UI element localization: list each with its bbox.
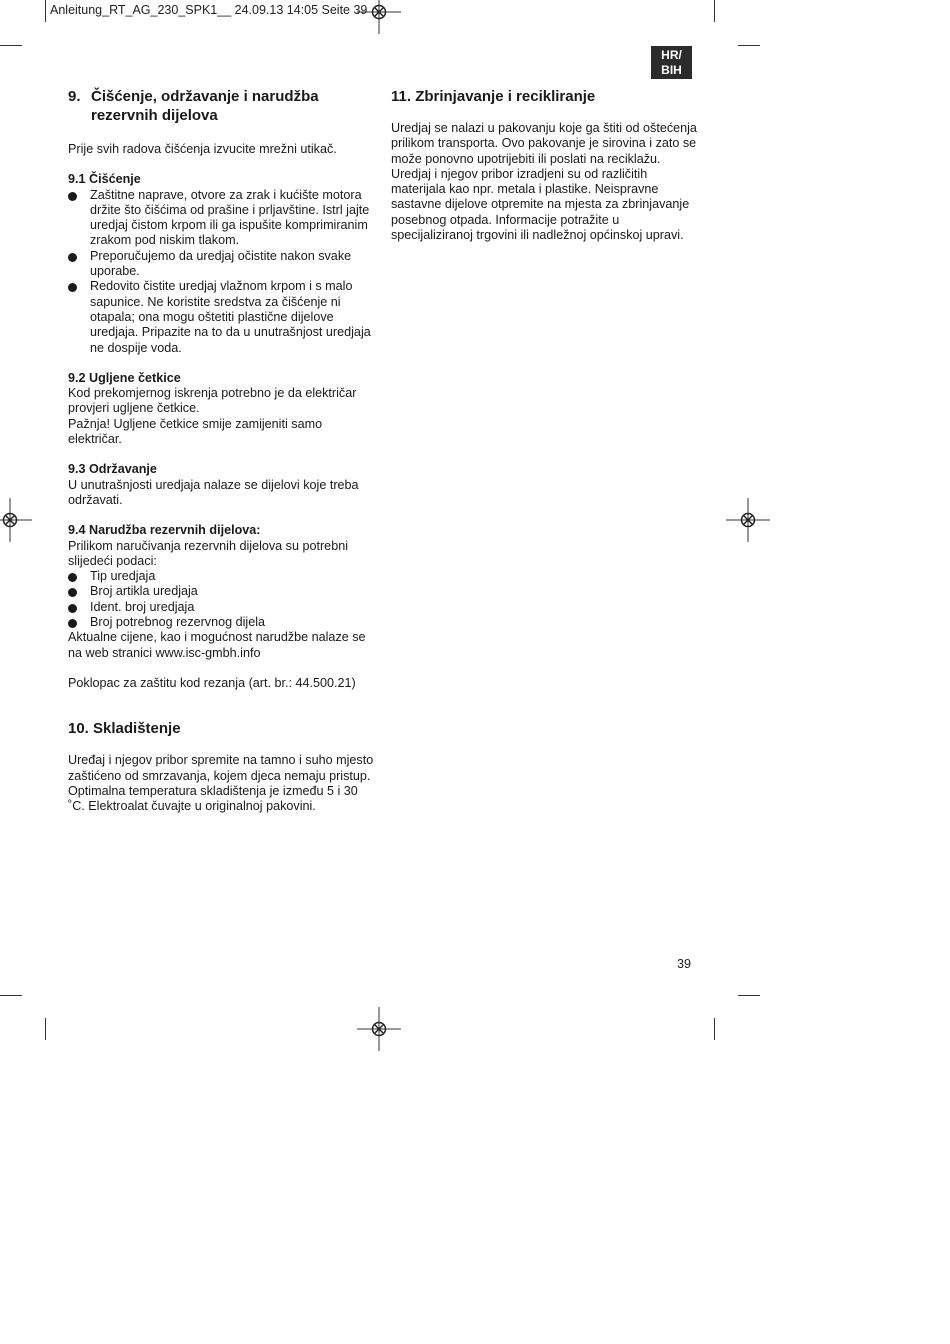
list-item: Preporučujemo da uredjaj očistite nakon svake uporabe. xyxy=(68,249,378,280)
crop-mark-bottom-right-v xyxy=(714,1018,715,1040)
language-badge-line2: BIH xyxy=(661,63,682,77)
section-9-intro: Prije svih radova čišćenja izvucite mrežni utikač. xyxy=(68,142,337,156)
section-9-number: 9. xyxy=(68,88,81,105)
section-11-text1: Uredjaj se nalazi u pakovanju koje ga štiti od oštećenja prilikom transporta. Ovo pakovanje je sirovina i zato se može ponovno upotrijebiti ili poslati na reciklažu. xyxy=(391,121,697,166)
section-9-heading xyxy=(68,87,378,106)
registration-crosshair-icon xyxy=(357,1007,401,1051)
section-9-2-text1: Kod prekomjernog iskrenja potrebno je da električar provjeri ugljene četkice. xyxy=(68,386,357,416)
section-9-4-note: Poklopac za zaštitu kod rezanja (art. br.: 44.500.21) xyxy=(68,675,356,690)
section-11-heading: 11. Zbrinjavanje i recikliranje xyxy=(391,88,596,105)
section-9-1-list xyxy=(68,188,378,356)
list-item: Broj potrebnog rezervnog dijela xyxy=(68,615,378,630)
list-item: Redovito čistite uredjaj vlažnom krpom i s malo sapunice. Ne koristite sredstva za čišćenje ni otapala; ona mogu oštetiti plastične dijelove uredjaja. Pripazite na to da u unutrašnjost uredjaja ne dospije voda. xyxy=(68,279,378,355)
section-9-title-line1: Čišćenje, održavanje i narudžba xyxy=(91,88,319,105)
crop-mark-bottom-left-h xyxy=(0,995,22,996)
section-9-2-text2: Pažnja! Ugljene četkice smije zamijeniti samo električar. xyxy=(68,416,323,447)
list-item: Zaštitne naprave, otvore za zrak i kućište motora držite što čišćima od prašine i prljavštine. Istrl jajte uredjaj čistom krpom ili ga ispušite komprimiranim zrakom pod niskim tlakom. xyxy=(68,188,378,249)
left-column xyxy=(68,87,378,814)
right-column xyxy=(391,87,697,243)
section-9-4-title: 9.4 Narudžba rezervnih dijelova: xyxy=(68,523,261,538)
crop-mark-top-left-v xyxy=(45,0,46,22)
list-item: Broj artikla uredjaja xyxy=(68,584,378,599)
crop-mark-top-right-h xyxy=(738,45,760,46)
registration-crosshair-icon xyxy=(726,498,770,542)
section-10-heading: 10. Skladištenje xyxy=(68,720,181,738)
bullet-icon xyxy=(68,253,77,262)
print-file-header: Anleitung_RT_AG_230_SPK1__ 24.09.13 14:05 Seite 39 xyxy=(50,3,368,17)
bullet-icon xyxy=(68,619,77,628)
crop-mark-top-left-h xyxy=(0,45,22,46)
section-9-title-line2: rezervnih dijelova xyxy=(91,107,218,124)
bullet-icon xyxy=(68,573,77,582)
bullet-icon xyxy=(68,604,77,613)
language-badge xyxy=(651,46,692,79)
crop-mark-bottom-right-h xyxy=(738,995,760,996)
section-11-text2: Uredjaj i njegov pribor izradjeni su od različitih materijala kao npr. metala i plastike. Neispravne sastavne dijelove otpremite na mjesta za zbrinjavanje posebnog otpada. Informacije potražite u specijaliziranoj trgovini ili nadležnoj općinskoj upravi. xyxy=(391,166,690,243)
bullet-icon xyxy=(68,588,77,597)
list-item: Ident. broj uredjaja xyxy=(68,600,378,615)
bullet-icon xyxy=(68,192,77,201)
section-9-4-intro: Prilikom naručivanja rezervnih dijelova su potrebni slijedeći podaci: xyxy=(68,538,348,568)
list-item: Tip uredjaja xyxy=(68,569,378,584)
section-9-4-outro: Aktualne cijene, kao i mogućnost narudžbe nalaze se na web stranici www.isc-gmbh.info xyxy=(68,630,366,660)
registration-crosshair-icon xyxy=(0,498,32,542)
crop-mark-top-right-v xyxy=(714,0,715,22)
section-9-1-title: 9.1 Čišćenje xyxy=(68,172,141,187)
language-badge-line1: HR/ xyxy=(661,48,682,62)
section-9-3-title: 9.3 Održavanje xyxy=(68,462,157,477)
section-9-2-title: 9.2 Ugljene četkice xyxy=(68,370,181,385)
page-number: 39 xyxy=(677,957,692,971)
section-10-text: Uređaj i njegov pribor spremite na tamno i suho mjesto zaštićeno od smrzavanja, kojem djeca nemaju pristup. Optimalna temperatura skladištenja je između 5 i 30 ˚C. Elektroalat čuvajte u originalnoj pakovini. xyxy=(68,753,374,814)
section-9-3-text: U unutrašnjosti uredjaja nalaze se dijelovi koje treba održavati. xyxy=(68,477,359,507)
bullet-icon xyxy=(68,283,77,292)
crop-mark-bottom-left-v xyxy=(45,1018,46,1040)
section-9-4-list xyxy=(68,569,378,630)
